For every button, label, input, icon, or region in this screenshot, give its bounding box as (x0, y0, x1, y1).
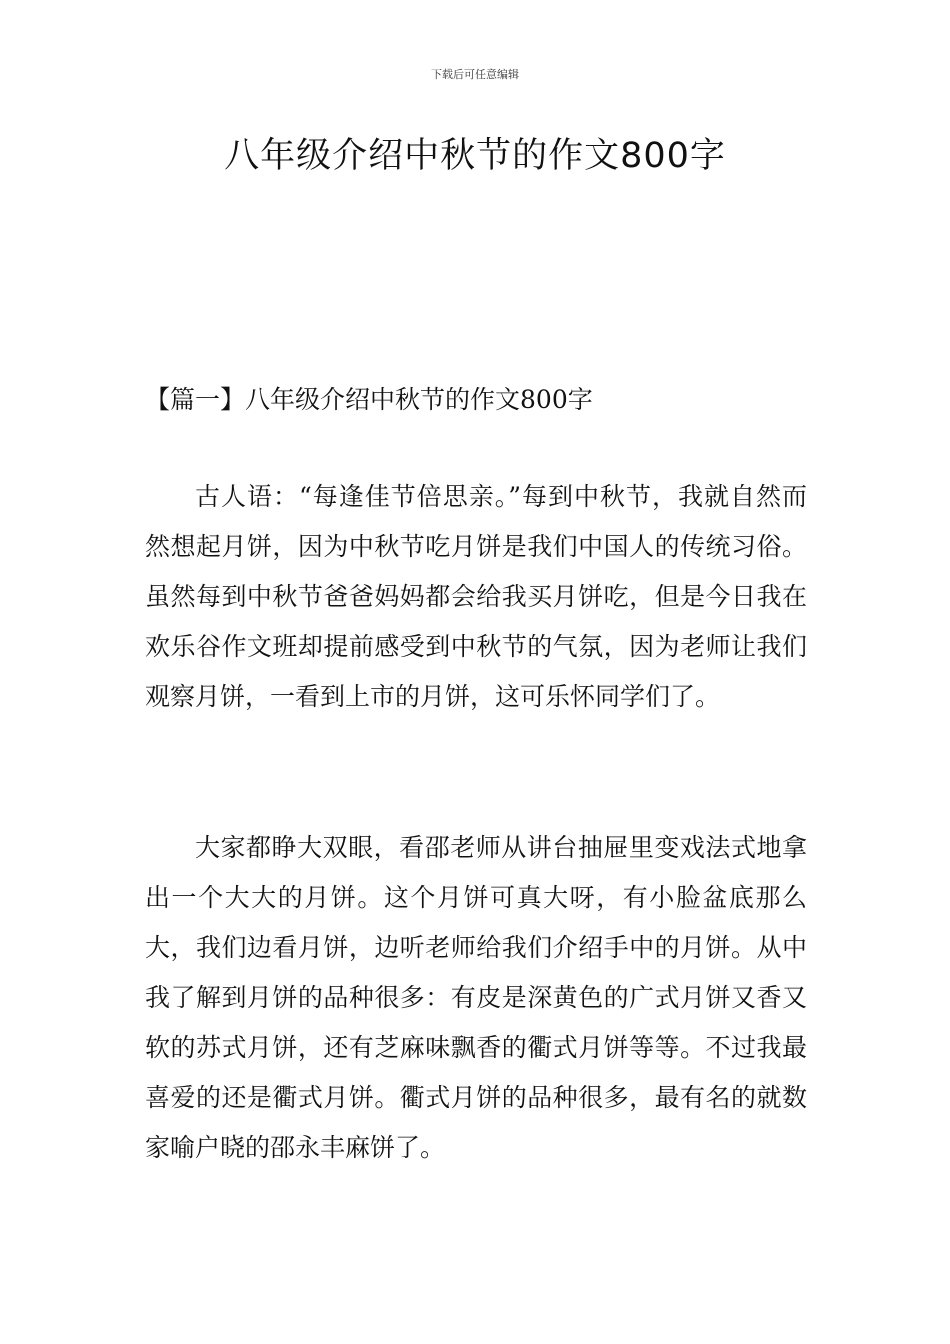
header-note: 下载后可任意编辑 (431, 68, 519, 81)
document-title: 八年级介绍中秋节的作文800字 (224, 136, 726, 176)
paragraph-2: 大家都睁大双眼，看邵老师从讲台抽屉里变戏法式地拿出一个大大的月饼。这个月饼可真大呀，有小脸盆底那么大，我们边看月饼，边听老师给我们介绍手中的月饼。从中我了解到月饼的品种很多：有皮是深黄色的广式月饼又香又软的苏式月饼，还有芝麻味飘香的衢式月饼等等。不过我最喜爱的还是衢式月饼。衢式月饼的品种很多，最有名的就数家喻户晓的邵永丰麻饼了。 (145, 833, 807, 1162)
section-heading: 【篇一】八年级介绍中秋节的作文800字 (145, 385, 593, 414)
paragraph-1: 古人语：“每逢佳节倍思亲。”每到中秋节，我就自然而然想起月饼，因为中秋节吃月饼是我们中国人的传统习俗。虽然每到中秋节爸爸妈妈都会给我买月饼吃，但是今日我在欢乐谷作文班却提前感受到中秋节的气氛，因为老师让我们观察月饼，一看到上市的月饼，这可乐怀同学们了。 (145, 482, 807, 711)
